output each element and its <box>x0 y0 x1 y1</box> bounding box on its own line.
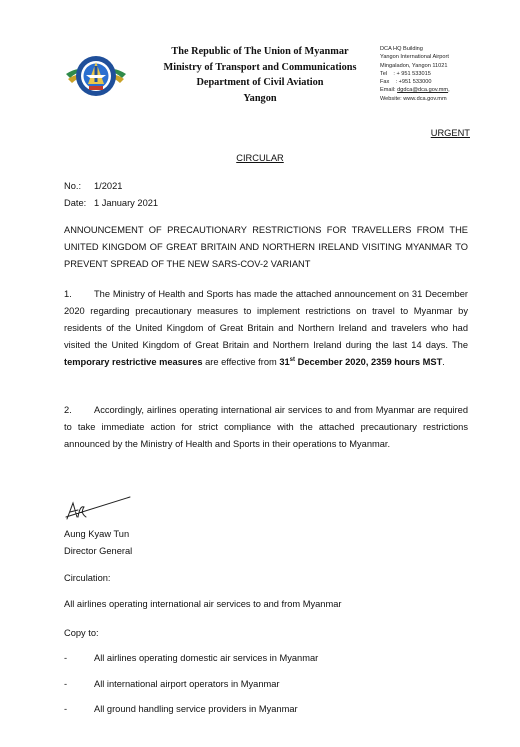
meta-date-value: 1 January 2021 <box>94 198 159 208</box>
contact-block <box>380 45 450 103</box>
contact-website: Website: www.dca.gov.mm <box>380 95 447 102</box>
contact-email-link[interactable]: dgdca@dca.gov.mm <box>397 87 449 94</box>
signature <box>64 495 134 525</box>
contact-airport: Yangon International Airport <box>380 54 449 61</box>
circular-meta <box>64 178 158 212</box>
signer-block <box>64 526 132 560</box>
urgent-label: URGENT <box>430 128 470 138</box>
paragraph-1-bold-day: 31 <box>279 356 290 367</box>
list-dash: - <box>64 678 68 689</box>
contact-email-suffix: , <box>448 87 450 94</box>
contact-building: DCA HQ Building <box>380 46 423 52</box>
contact-address: Mingaladon, Yangon 11021 <box>380 62 448 69</box>
signer-name: Aung Kyaw Tun <box>64 529 130 539</box>
paragraph-1-number: 1. <box>64 289 72 299</box>
list-item <box>64 702 318 728</box>
signer-title: Director General <box>64 545 133 556</box>
paragraph-1-mid: are effective from <box>202 356 280 367</box>
contact-tel: Tel : + 951 533015 <box>380 70 431 77</box>
copy-to-heading: Copy to: <box>64 628 99 638</box>
paragraph-2 <box>64 402 468 453</box>
list-dash: - <box>64 653 68 663</box>
paragraph-1-end: . <box>442 356 445 367</box>
paragraph-2-text: Accordingly, airlines operating international air services to and from Myanmar are required to take immediate action for strict compliance with the attached precautionary restrictions announced by the Ministry of Health and Sports in their operations to Myanmar. <box>64 405 468 449</box>
paragraph-1 <box>64 286 468 371</box>
paragraph-1-bold-sup: st <box>289 356 296 363</box>
contact-fax: Fax : +951 533000 <box>380 79 432 86</box>
list-item-text: All ground handling service providers in Myanmar <box>94 704 298 714</box>
announcement-title: ANNOUNCEMENT OF PRECAUTIONARY RESTRICTIONS FOR TRAVELLERS FROM THE UNITED KINGDOM OF GREAT BRITAIN AND NORTHERN IRELAND VISITING MYANMAR TO PREVENT SPREAD OF THE NEW SARS-COV-2 VARIANT <box>64 225 468 269</box>
paragraph-2-number: 2. <box>64 405 72 415</box>
list-item-text: All international airport operators in Myanmar <box>94 678 280 689</box>
org-line-ministry: Ministry of Transport and Communications <box>163 61 357 73</box>
list-item <box>64 651 318 677</box>
list-item <box>64 677 318 703</box>
meta-date-label: Date: <box>64 198 87 208</box>
meta-number-value: 1/2021 <box>94 181 123 191</box>
list-dash: - <box>64 704 68 714</box>
paragraph-1-bold-measures: temporary restrictive measures <box>64 356 203 367</box>
org-line-department: Department of Civil Aviation <box>196 77 324 88</box>
meta-date-row <box>64 195 158 212</box>
meta-number-label: No.: <box>64 181 82 191</box>
list-item-text: All airlines operating domestic air services in Myanmar <box>94 653 319 663</box>
org-line-republic: The Republic of The Union of Myanmar <box>171 46 349 57</box>
circulation-value: All airlines operating international air services to and from Myanmar <box>64 599 342 609</box>
contact-email-row <box>380 86 450 94</box>
organization-header <box>150 44 370 106</box>
paragraph-1-text: The Ministry of Health and Sports has made the attached announcement on 31 December 2020 regarding precautionary measures to implement restrictions on travel to Myanmar by residents of the United Kingdom of Great Britain and Northern Ireland and travelers who had visited the United Kingdom of Great Britain and Northern Ireland during the last 14 days. The <box>64 289 468 350</box>
meta-number-row <box>64 178 158 195</box>
dca-logo <box>64 44 128 108</box>
paragraph-1-bold-date: December 2020, 2359 hours MST <box>295 356 443 367</box>
doc-type-heading: CIRCULAR <box>236 153 284 163</box>
contact-email-label: Email: <box>380 87 398 94</box>
copy-to-list <box>64 651 318 728</box>
org-line-city: Yangon <box>243 92 277 104</box>
circulation-heading: Circulation: <box>64 573 111 583</box>
